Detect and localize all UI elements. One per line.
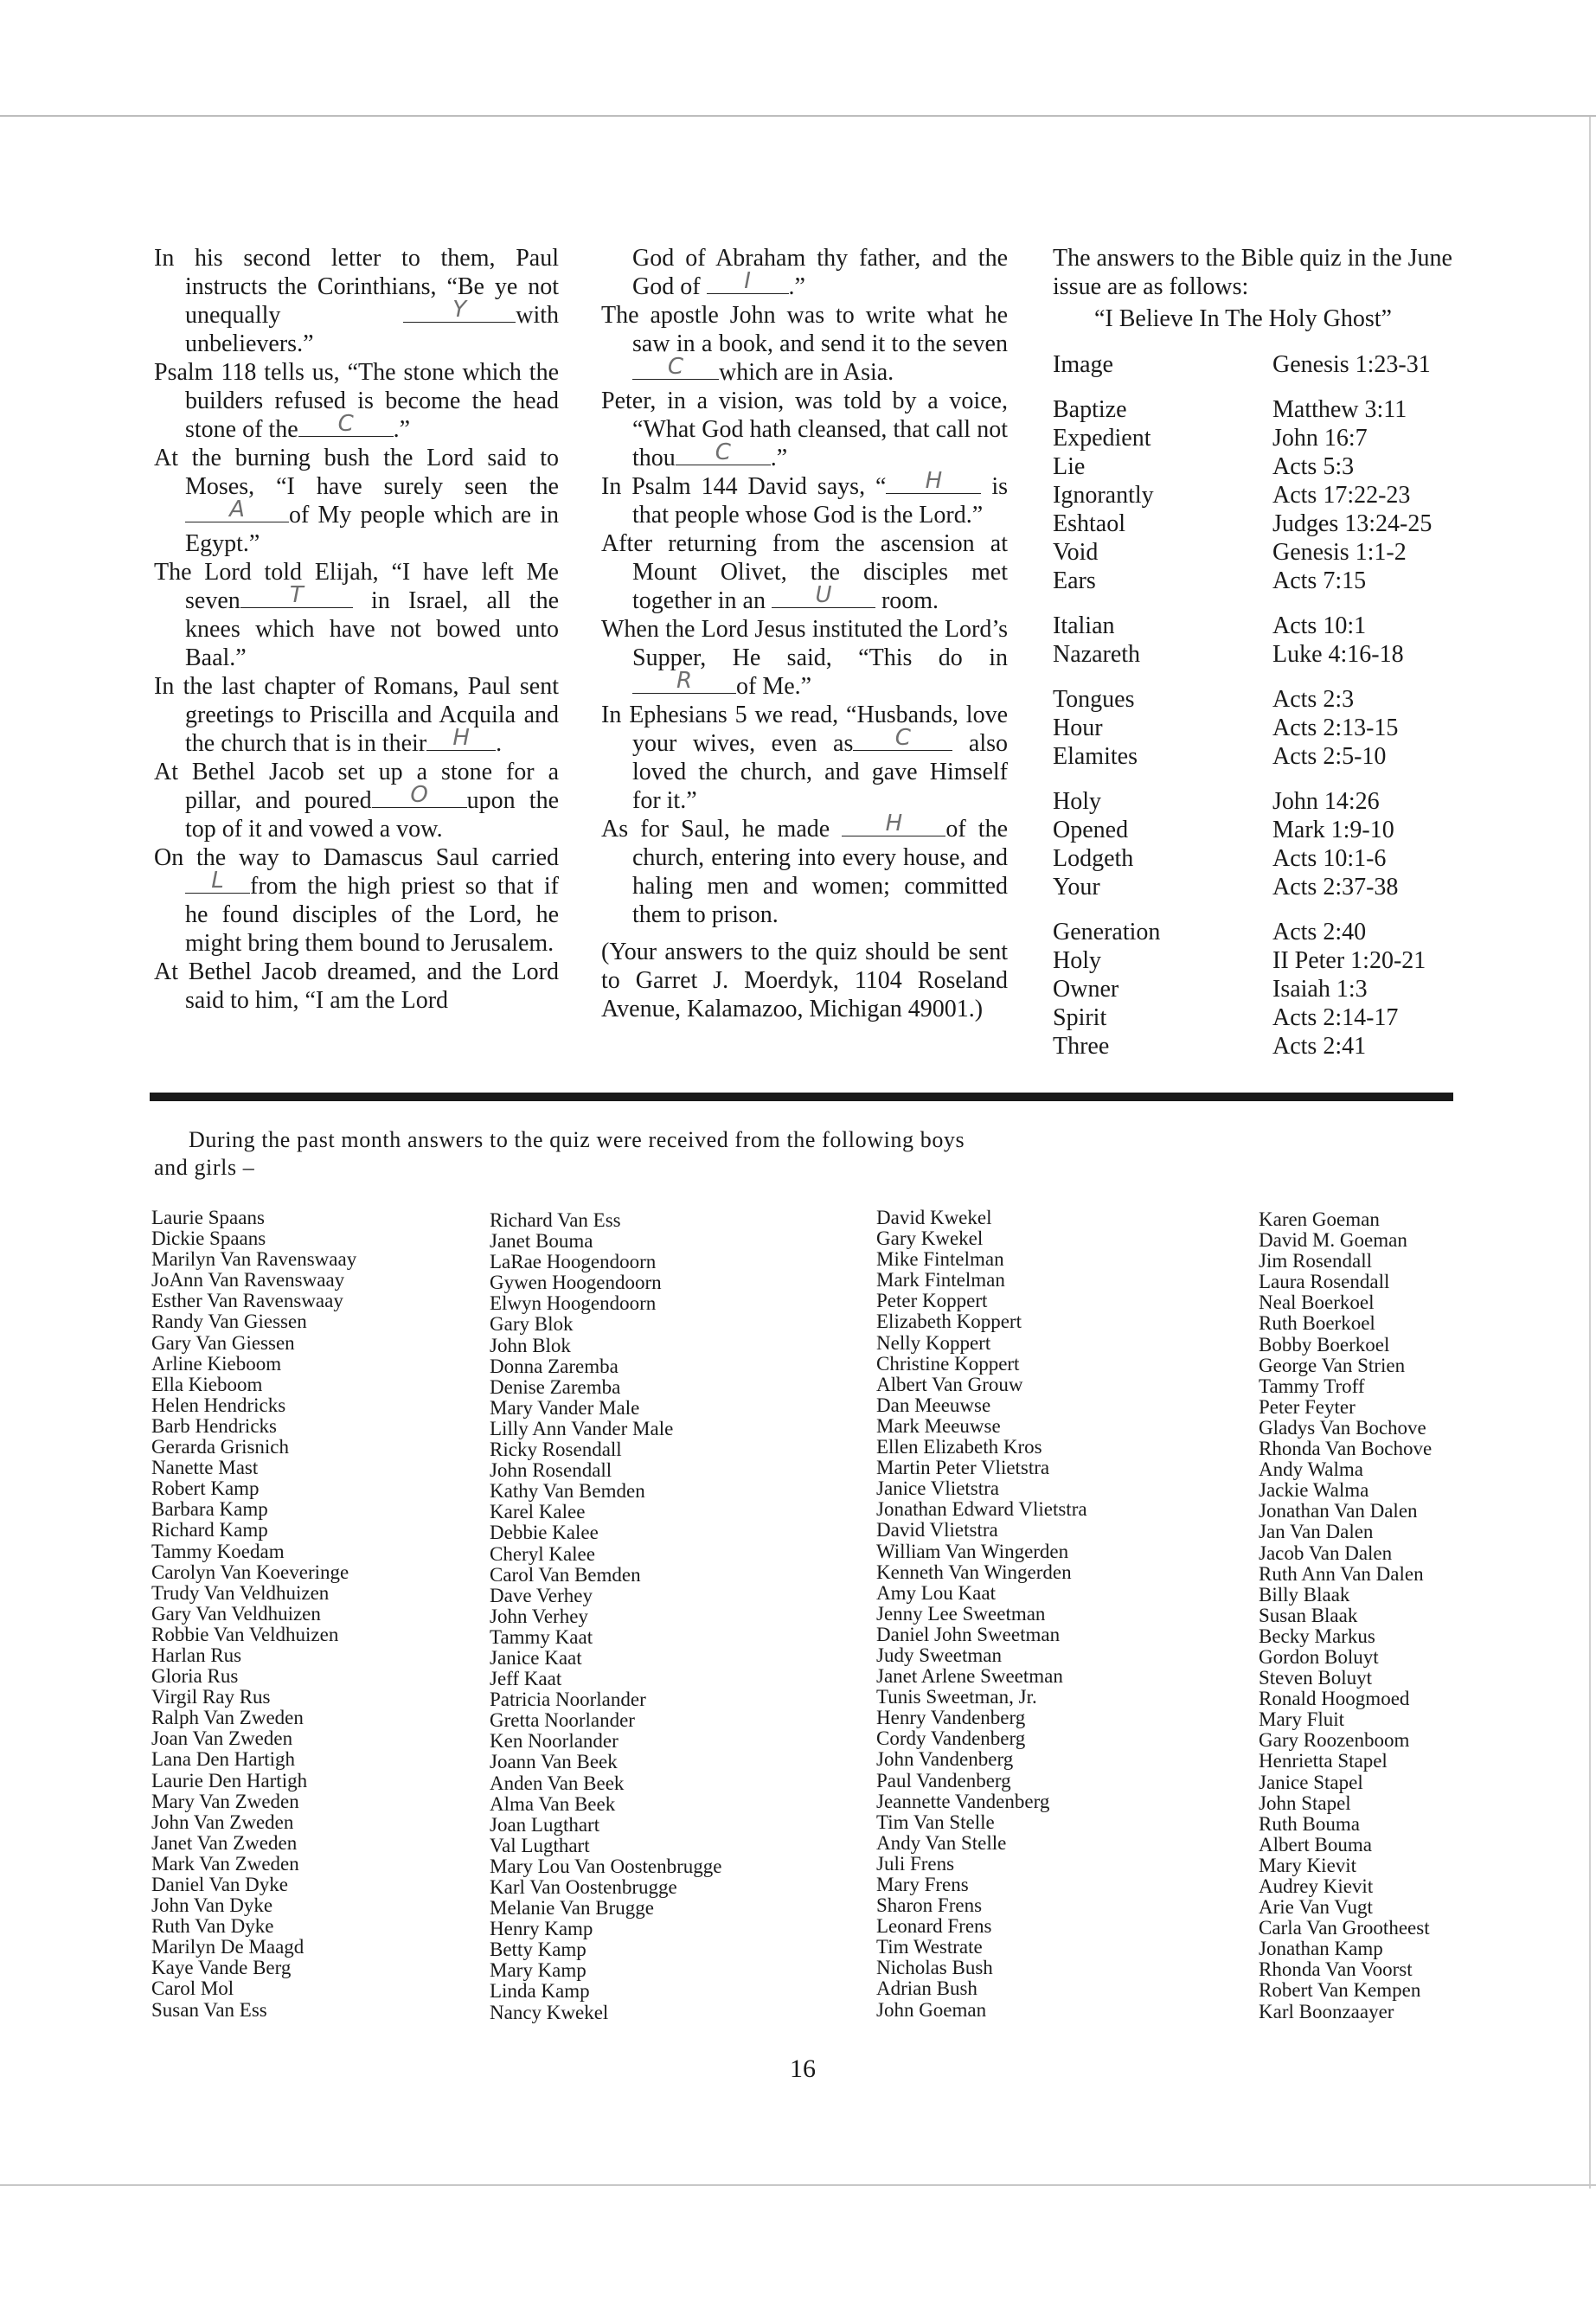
quiz-question-2: Psalm 118 tells us, “The stone which the builders refused is become the head stone of the C .”: [154, 359, 559, 443]
handwritten-answer: C: [337, 411, 354, 437]
answer-word: Lodgeth: [1053, 845, 1134, 872]
participant-name: Janet Van Zweden: [151, 1831, 298, 1854]
participant-name: Cordy Vandenberg: [876, 1727, 1026, 1750]
participant-name: LaRae Hoogendoorn: [490, 1251, 657, 1273]
participant-name: Jonathan Van Dalen: [1259, 1500, 1418, 1522]
answer-word: Nazareth: [1053, 641, 1141, 668]
answers-group: [1053, 395, 1468, 595]
participant-name: Nicholas Bush: [876, 1957, 993, 1979]
participant-name: Ellen Elizabeth Kros: [876, 1436, 1042, 1458]
answer-word: Opened: [1053, 817, 1129, 843]
participant-name: Jonathan Kamp: [1259, 1938, 1383, 1960]
participant-name: Janice Vlietstra: [876, 1477, 999, 1500]
participant-name: Karl Boonzaayer: [1259, 2000, 1394, 2022]
answer-row: [1053, 452, 1468, 481]
participant-name: Billy Blaak: [1259, 1583, 1350, 1606]
participant-name: Laurie Spaans: [151, 1207, 265, 1228]
answer-row: [1053, 1032, 1468, 1061]
quiz-question-15: As for Saul, he made H of the church, entering into every house, and haling men and women; committed them to prison.: [601, 811, 1009, 928]
names-column-4: [1259, 1209, 1432, 2022]
participant-name: Janice Kaat: [490, 1646, 582, 1669]
participant-name: Jonathan Edward Vlietstra: [876, 1498, 1087, 1521]
answer-row: [1053, 918, 1468, 946]
answer-reference: Acts 2:3: [1272, 686, 1355, 713]
answer-reference: Acts 2:40: [1272, 919, 1367, 945]
participant-name: John Stapel: [1259, 1791, 1351, 1814]
participant-name: Dave Verhey: [490, 1584, 593, 1606]
participant-name: Carol Van Bemden: [490, 1563, 641, 1586]
answer-row: [1053, 714, 1468, 742]
participant-name: Elizabeth Koppert: [876, 1311, 1022, 1333]
participant-name: David Vlietstra: [876, 1519, 998, 1541]
participant-name: Anden Van Beek: [490, 1772, 625, 1794]
participant-name: Marilyn Van Ravenswaay: [151, 1248, 357, 1271]
handwritten-answer: C: [894, 725, 911, 751]
participant-name: Peter Koppert: [876, 1290, 988, 1312]
participant-name: Gordon Boluyt: [1259, 1645, 1379, 1668]
participant-name: Arline Kieboom: [151, 1352, 282, 1375]
participant-name: Amy Lou Kaat: [876, 1581, 996, 1604]
participant-name: Richard Kamp: [151, 1519, 268, 1541]
participant-name: Donna Zaremba: [490, 1355, 619, 1377]
names-column-3: [876, 1208, 1087, 2021]
handwritten-answer: H: [452, 725, 470, 751]
answer-word: Spirit: [1053, 1004, 1107, 1031]
participant-name: Andy Van Stelle: [876, 1831, 1007, 1854]
answer-blank: [240, 582, 353, 608]
answer-row: [1053, 844, 1468, 873]
participant-name: Ronald Hoogmoed: [1259, 1688, 1410, 1710]
answer-word: Three: [1053, 1033, 1110, 1060]
previous-quiz-answers: [1053, 244, 1468, 1077]
handwritten-answer: O: [410, 782, 428, 808]
participant-name: Henry Vandenberg: [876, 1707, 1026, 1729]
participant-name: Mary Kievit: [1259, 1854, 1357, 1876]
participant-name: Gretta Noorlander: [490, 1709, 635, 1732]
participant-name: JoAnn Van Ravenswaay: [151, 1269, 345, 1292]
answer-blank: [772, 582, 875, 608]
handwritten-answer: C: [667, 354, 684, 380]
answer-row: [1053, 742, 1468, 771]
answer-row: [1053, 873, 1468, 901]
answer-reference: Acts 2:14-17: [1272, 1004, 1399, 1031]
answer-reference: Acts 2:37-38: [1272, 874, 1399, 901]
quiz-question-8-continued: God of Abraham thy father, and the God of I .”: [632, 245, 1008, 300]
quiz-question-10: Peter, in a vision, was told by a voice, “What God hath cleansed, that call not thou C .”: [601, 388, 1008, 471]
participant-name: Tim Van Stelle: [876, 1811, 995, 1833]
participant-name: Jackie Walma: [1259, 1479, 1369, 1502]
answer-reference: Acts 7:15: [1272, 567, 1367, 594]
quiz-question-6: At Bethel Jacob set up a stone for a pillar, and poured O upon the top of it and vowed a vow.: [154, 759, 559, 843]
bottom-edge-rule: [0, 2184, 1596, 2186]
answer-word: Holy: [1053, 788, 1101, 815]
participant-name: Mary Lou Van Oostenbrugge: [490, 1855, 722, 1877]
participant-name: Dickie Spaans: [151, 1227, 266, 1250]
answer-word: Italian: [1053, 612, 1115, 639]
answer-row: [1053, 816, 1468, 844]
handwritten-answer: R: [676, 668, 693, 694]
right-edge-rule: [1589, 117, 1591, 2189]
participant-name: Kaye Vande Berg: [151, 1957, 292, 1979]
answer-word: Tongues: [1053, 686, 1135, 713]
participant-name: Laurie Den Hartigh: [151, 1769, 308, 1791]
participant-name: Richard Van Ess: [490, 1209, 621, 1231]
received-intro-line-2: and girls –: [154, 1155, 255, 1180]
participant-name: Janet Bouma: [490, 1230, 593, 1253]
participant-name: Karel Kalee: [490, 1501, 586, 1523]
answer-blank: [298, 411, 394, 437]
participant-name: Mark Meeuwse: [876, 1414, 1001, 1437]
answers-group: [1053, 685, 1468, 771]
answer-word: Expedient: [1053, 425, 1151, 452]
participant-name: Andy Walma: [1259, 1458, 1364, 1481]
quiz-column-1: [154, 244, 559, 1015]
participant-name: Mike Fintelman: [876, 1248, 1004, 1271]
answer-reference: Acts 5:3: [1272, 453, 1355, 480]
participant-name: Steven Boluyt: [1259, 1667, 1372, 1689]
participant-name: Esther Van Ravenswaay: [151, 1290, 343, 1312]
participant-name: Jeannette Vandenberg: [876, 1790, 1050, 1812]
participant-name: John Vandenberg: [876, 1748, 1014, 1771]
participant-name: Ella Kieboom: [151, 1373, 263, 1395]
quiz-question-5: In the last chapter of Romans, Paul sent greetings to Priscilla and Acquila and the church that is in their H .: [154, 673, 559, 757]
answer-row: [1053, 510, 1468, 538]
handwritten-answer: I: [744, 268, 751, 294]
participant-name: Ken Noorlander: [490, 1730, 619, 1753]
answer-word: Elamites: [1053, 743, 1138, 770]
participant-name: Susan Blaak: [1259, 1604, 1358, 1626]
answer-reference: John 14:26: [1272, 788, 1380, 815]
participant-name: Helen Hendricks: [151, 1394, 286, 1416]
participant-name: Audrey Kievit: [1259, 1875, 1374, 1897]
participant-name: Paul Vandenberg: [876, 1769, 1011, 1791]
participant-name: Albert Bouma: [1259, 1833, 1372, 1856]
participant-name: Neal Boerkoel: [1259, 1292, 1375, 1314]
participant-name: William Van Wingerden: [876, 1540, 1069, 1562]
participant-name: Henrietta Stapel: [1259, 1750, 1388, 1772]
answer-row: [1053, 946, 1468, 975]
answer-row: [1053, 1003, 1468, 1032]
answer-blank: [707, 268, 789, 294]
participant-name: Tammy Koedam: [151, 1540, 285, 1562]
participant-name: Robert Van Kempen: [1259, 1979, 1421, 2002]
participant-name: Susan Van Ess: [151, 1998, 267, 2021]
participant-name: Tammy Kaat: [490, 1625, 593, 1648]
participant-name: Robbie Van Veldhuizen: [151, 1623, 339, 1645]
answer-blank: [886, 468, 981, 494]
participant-name: Peter Feyter: [1259, 1395, 1356, 1418]
participant-name: Trudy Van Veldhuizen: [151, 1581, 330, 1604]
participant-name: Debbie Kalee: [490, 1522, 599, 1544]
participant-name: Jenny Lee Sweetman: [876, 1602, 1046, 1625]
participant-name: Denise Zaremba: [490, 1375, 621, 1398]
participant-name: Janice Stapel: [1259, 1771, 1363, 1793]
handwritten-answer: H: [885, 811, 903, 836]
participant-name: Karl Van Oostenbrugge: [490, 1876, 677, 1898]
answer-word: Lie: [1053, 453, 1086, 480]
participant-name: Rhonda Van Bochove: [1259, 1438, 1433, 1460]
participant-name: Daniel Van Dyke: [151, 1874, 288, 1895]
participant-name: Gywen Hoogendoorn: [490, 1272, 662, 1294]
participant-name: Gary Roozenboom: [1259, 1729, 1410, 1752]
answer-word: Image: [1053, 351, 1113, 378]
participant-name: Gary Blok: [490, 1313, 574, 1336]
participant-name: Mary Kamp: [490, 1959, 586, 1982]
answer-word: Generation: [1053, 919, 1161, 945]
answer-row: [1053, 567, 1468, 595]
participant-name: Mary Frens: [876, 1874, 969, 1895]
answer-blank: [185, 868, 250, 894]
participant-name: Gerarda Grisnich: [151, 1436, 290, 1458]
answer-reference: Luke 4:16-18: [1272, 641, 1404, 668]
participant-name: David Kwekel: [876, 1207, 992, 1228]
answer-blank: [676, 439, 771, 465]
participant-name: Barb Hendricks: [151, 1414, 277, 1437]
quiz-question-9: The apostle John was to write what he saw in a book, and send it to the seven C which are in Asia.: [601, 302, 1008, 386]
participant-name: Lilly Ann Vander Male: [490, 1417, 674, 1439]
answer-row: [1053, 612, 1468, 640]
participant-name: Janet Arlene Sweetman: [876, 1665, 1063, 1688]
answer-word: Void: [1053, 539, 1099, 566]
answer-word: Ears: [1053, 567, 1096, 594]
answers-quiz-title: “I Believe In The Holy Ghost”: [1094, 305, 1392, 332]
participant-name: Jeff Kaat: [490, 1668, 562, 1690]
participant-name: Carla Van Grootheest: [1259, 1917, 1430, 1939]
participant-name: Sharon Frens: [876, 1894, 983, 1917]
quiz-question-13: When the Lord Jesus instituted the Lord’s Supper, He said, “This do in R of Me.”: [601, 616, 1008, 700]
quiz-question-7: On the way to Damascus Saul carried L from the high priest so that if he found disciples of the Lord, he might bring them bound to Jerusalem.: [154, 844, 559, 957]
participant-name: Melanie Van Brugge: [490, 1897, 654, 1920]
answer-reference: Isaiah 1:3: [1272, 976, 1368, 1003]
participant-name: Kenneth Van Wingerden: [876, 1561, 1072, 1583]
answer-reference: Acts 2:5-10: [1272, 743, 1387, 770]
participant-name: Cheryl Kalee: [490, 1542, 595, 1565]
participant-name: Bobby Boerkoel: [1259, 1333, 1390, 1356]
quiz-question-3: At the burning bush the Lord said to Moses, “I have surely seen the A of My people which are in Egypt.”: [154, 445, 559, 557]
participant-name: Barbara Kamp: [151, 1498, 268, 1521]
participant-name: John Blok: [490, 1334, 571, 1356]
participant-name: Kathy Van Bemden: [490, 1480, 645, 1503]
participant-name: Randy Van Giessen: [151, 1311, 307, 1333]
participant-name: Gary Van Veldhuizen: [151, 1602, 321, 1625]
names-column-1: [151, 1208, 356, 2021]
participant-name: Arie Van Vugt: [1259, 1896, 1373, 1919]
participant-name: Joann Van Beek: [490, 1751, 618, 1773]
participant-name: Robert Kamp: [151, 1477, 260, 1500]
participant-name: Ruth Ann Van Dalen: [1259, 1562, 1424, 1585]
answer-row: [1053, 395, 1468, 424]
participant-name: Adrian Bush: [876, 1977, 977, 2000]
answers-group: [1053, 612, 1468, 669]
participant-name: Albert Van Grouw: [876, 1373, 1023, 1395]
participant-name: Dan Meeuwse: [876, 1394, 991, 1416]
participant-name: David M. Goeman: [1259, 1229, 1407, 1252]
answer-reference: John 16:7: [1272, 425, 1368, 452]
answer-reference: Genesis 1:1-2: [1272, 539, 1407, 566]
quiz-question-8: At Bethel Jacob dreamed, and the Lord said to him, “I am the Lord: [154, 958, 559, 1014]
answer-word: Ignorantly: [1053, 482, 1154, 509]
answer-row: [1053, 975, 1468, 1003]
received-answers-intro: [154, 1126, 1106, 1182]
participant-name: Gloria Rus: [151, 1665, 239, 1688]
section-divider: [150, 1093, 1453, 1101]
answer-reference: Acts 17:22-23: [1272, 482, 1411, 509]
participant-name: Nelly Koppert: [876, 1331, 991, 1354]
quiz-question-4: The Lord told Elijah, “I have left Me seven T in Israel, all the knees which have not bowed unto Baal.”: [154, 559, 560, 671]
participant-name: Virgil Ray Rus: [151, 1686, 271, 1708]
participant-name: Joan Lugthart: [490, 1813, 600, 1836]
participant-name: Lana Den Hartigh: [151, 1748, 296, 1771]
participant-name: Gary Van Giessen: [151, 1331, 295, 1354]
handwritten-answer: U: [815, 582, 832, 608]
participant-name: Juli Frens: [876, 1852, 955, 1875]
participant-name: Jim Rosendall: [1259, 1250, 1372, 1272]
page-number: 16: [790, 2054, 816, 2083]
participant-name: Tammy Troff: [1259, 1375, 1365, 1397]
answer-blank: [372, 782, 467, 808]
participant-name: Rhonda Van Voorst: [1259, 1958, 1413, 1981]
participant-name: Nancy Kwekel: [490, 2001, 609, 2023]
participant-name: John Van Zweden: [151, 1811, 294, 1833]
answer-word: Eshtaol: [1053, 510, 1125, 537]
participant-name: Gary Kwekel: [876, 1227, 984, 1250]
answer-blank: [632, 668, 736, 694]
names-column-2: [490, 1210, 722, 2023]
answers-group: [1053, 787, 1468, 901]
answer-word: Your: [1053, 874, 1100, 901]
participant-name: Gladys Van Bochove: [1259, 1416, 1426, 1439]
answer-row: [1053, 685, 1468, 714]
handwritten-answer: C: [715, 439, 731, 465]
answer-reference: Judges 13:24-25: [1272, 510, 1433, 537]
answer-blank: [853, 725, 952, 751]
participant-name: Patricia Noorlander: [490, 1689, 646, 1711]
participant-name: John Rosendall: [490, 1459, 612, 1482]
handwritten-answer: L: [211, 868, 224, 894]
participant-name: Ruth Boerkoel: [1259, 1312, 1375, 1335]
handwritten-answer: Y: [452, 297, 467, 323]
participant-name: Nanette Mast: [151, 1457, 259, 1479]
answer-blank: [632, 354, 719, 380]
answers-table: [1053, 350, 1468, 1061]
answer-row: [1053, 787, 1468, 816]
participant-name: Joan Van Zweden: [151, 1727, 293, 1750]
handwritten-answer: A: [229, 497, 245, 522]
participant-name: Judy Sweetman: [876, 1644, 1003, 1666]
answer-row: [1053, 350, 1468, 379]
answer-reference: II Peter 1:20-21: [1272, 947, 1426, 974]
participant-name: Mark Fintelman: [876, 1269, 1005, 1292]
participant-name: Tunis Sweetman, Jr.: [876, 1686, 1037, 1708]
answer-reference: Acts 10:1: [1272, 612, 1367, 639]
quiz-column-2: [601, 244, 1008, 1023]
participant-name: Mark Van Zweden: [151, 1852, 299, 1875]
participant-name: Jan Van Dalen: [1259, 1521, 1374, 1543]
answer-reference: Matthew 3:11: [1272, 396, 1407, 423]
participant-name: Tim Westrate: [876, 1936, 983, 1958]
answer-blank: [842, 811, 945, 836]
answer-reference: Genesis 1:23-31: [1272, 351, 1431, 378]
answer-word: Baptize: [1053, 396, 1127, 423]
answer-reference: Mark 1:9-10: [1272, 817, 1394, 843]
participant-name: Ricky Rosendall: [490, 1439, 622, 1461]
participant-name: Harlan Rus: [151, 1644, 242, 1666]
top-edge-rule: [0, 115, 1596, 117]
participant-name: Henry Kamp: [490, 1918, 593, 1940]
participant-name: Ruth Van Dyke: [151, 1915, 274, 1938]
quiz-question-11: In Psalm 144 David says, “ H is that people whose God is the Lord.”: [601, 468, 1009, 529]
answer-word: Holy: [1053, 947, 1101, 974]
participant-name: Carol Mol: [151, 1977, 234, 2000]
participant-name: Martin Peter Vlietstra: [876, 1457, 1050, 1479]
participant-name: Daniel John Sweetman: [876, 1623, 1061, 1645]
answer-row: [1053, 640, 1468, 669]
participant-name: Jacob Van Dalen: [1259, 1541, 1393, 1564]
participant-name: John Goeman: [876, 1998, 987, 2021]
participant-name: Marilyn De Maagd: [151, 1936, 304, 1958]
answers-intro: The answers to the Bible quiz in the June issue are as follows:: [1053, 245, 1452, 300]
answer-reference: Acts 10:1-6: [1272, 845, 1387, 872]
quiz-question-12: After returning from the ascension at Mount Olivet, the disciples met together in an U room.: [601, 530, 1008, 614]
participant-name: Mary Van Zweden: [151, 1790, 299, 1812]
answer-reference: Acts 2:41: [1272, 1033, 1367, 1060]
participant-name: Betty Kamp: [490, 1939, 586, 1961]
participant-name: Val Lugthart: [490, 1834, 590, 1856]
participant-name: Carolyn Van Koeveringe: [151, 1561, 349, 1583]
handwritten-answer: T: [289, 582, 304, 608]
participant-name: Leonard Frens: [876, 1915, 992, 1938]
handwritten-answer: H: [925, 468, 943, 494]
participant-name: Mary Fluit: [1259, 1708, 1345, 1731]
answer-blank: [185, 497, 289, 522]
participant-name: Ralph Van Zweden: [151, 1707, 304, 1729]
participant-name: Alma Van Beek: [490, 1792, 616, 1815]
answers-group: [1053, 350, 1468, 379]
answers-group: [1053, 918, 1468, 1061]
answer-row: [1053, 424, 1468, 452]
answer-row: [1053, 481, 1468, 510]
answer-word: Owner: [1053, 976, 1119, 1003]
participant-name: Elwyn Hoogendoorn: [490, 1292, 657, 1315]
answer-blank: [403, 297, 516, 323]
participant-name: John Van Dyke: [151, 1894, 273, 1917]
participant-name: Christine Koppert: [876, 1352, 1020, 1375]
answer-row: [1053, 538, 1468, 567]
quiz-submission-note: (Your answers to the quiz should be sent to Garret J. Moerdyk, 1104 Roseland Avenue, Kalamazoo, Michigan 49001.): [601, 939, 1008, 1022]
participant-name: Laura Rosendall: [1259, 1271, 1390, 1293]
received-intro-line-1: During the past month answers to the quiz were received from the following boys: [189, 1127, 965, 1152]
participant-name: Ruth Bouma: [1259, 1812, 1360, 1835]
participant-name: Mary Vander Male: [490, 1396, 640, 1419]
participant-name: Becky Markus: [1259, 1625, 1375, 1647]
quiz-question-1: In his second letter to them, Paul instructs the Corinthians, “Be ye not unequally Y with unbelievers.”: [154, 245, 559, 357]
participant-name: George Van Strien: [1259, 1354, 1406, 1376]
answer-word: Hour: [1053, 715, 1103, 741]
answer-reference: Acts 2:13-15: [1272, 715, 1399, 741]
participant-name: Linda Kamp: [490, 1980, 590, 2003]
answer-blank: [426, 725, 496, 751]
participant-name: Karen Goeman: [1259, 1208, 1380, 1230]
participant-name: John Verhey: [490, 1605, 588, 1627]
quiz-question-14: In Ephesians 5 we read, “Husbands, love your wives, even as C also loved the church, and gave Himself for it.”: [601, 702, 1008, 814]
